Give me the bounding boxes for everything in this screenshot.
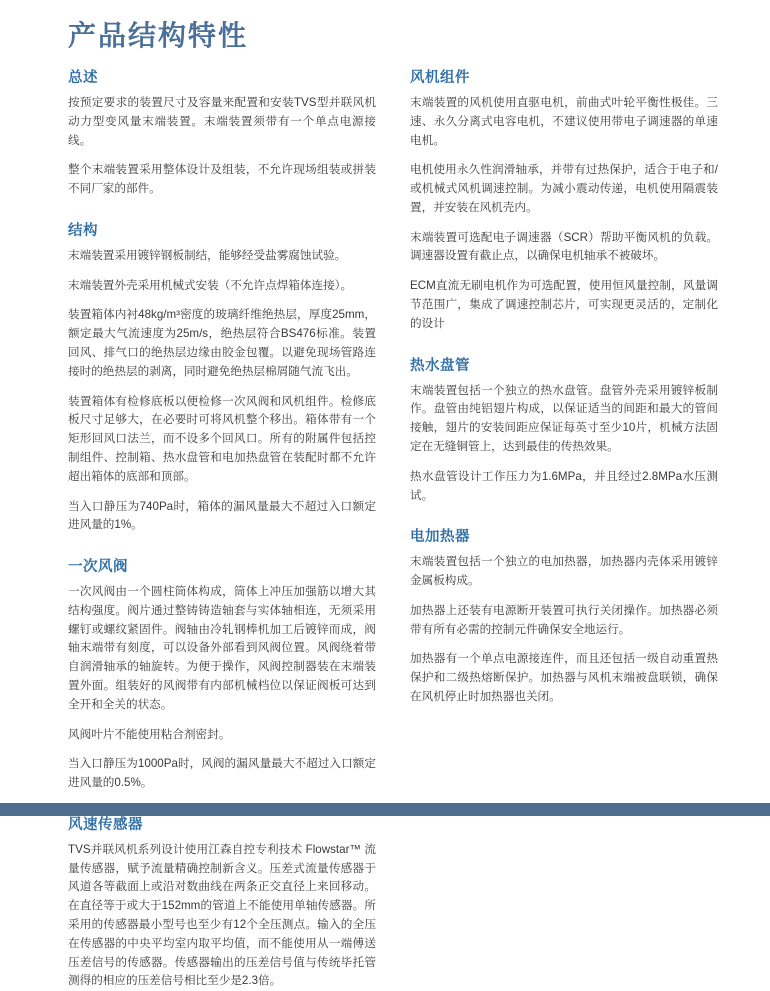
- paragraph: 末端装置包括一个独立的电加热器，加热器内壳体采用镀锌金属板构成。: [410, 555, 718, 588]
- paragraph: 风阀叶片不能使用粘合剂密封。: [68, 727, 231, 741]
- paragraph: 末端装置包括一个独立的热水盘管。盘管外壳采用镀锌板制作。盘管由纯铝翅片构成，以保证适当的间距和最大的管间接触，翅片的安装间距应保证每英寸至少10片，机械方法固定在无缝铜管上，达到最佳的传热效果。: [410, 383, 718, 453]
- paragraph: 装置箱体内衬48kg/m³密度的玻璃纤维绝热层，厚度25mm，额定最大气流速度为25m/s，绝热层符合BS476标准。装置回风、排气口的绝热层边缘由胶金包覆。以避免现场管路连接时的绝热层的剥离，同时避免绝热层棉屑随气流飞出。: [68, 308, 376, 378]
- paragraph: 当入口静压为740Pa时，箱体的漏风量最大不超过入口额定进风量的1%。: [68, 499, 376, 532]
- paragraph: 整个末端装置采用整体设计及组装，不允许现场组装或拼装不同厂家的部件。: [68, 163, 376, 196]
- paragraph: 一次风阀由一个圆柱筒体构成，筒体上冲压加强筋以增大其结构强度。阀片通过整铸铸造轴套与实体轴相连，无须采用螺钉或螺纹紧固件。阀轴由冷轧钢棒机加工后镀锌而成，阀轴末端带有刻度，可以设备外部看到风阀位置。风阀绕着带自润滑轴承的轴旋转。为便于操作，风阀控制器装在末端装置外面。组装好的风阀带有内部机械档位以保证阀板可达到全开和全关的状态。: [68, 585, 376, 711]
- page-title: 产品结构特性: [68, 20, 249, 51]
- paragraph: TVS并联风机系列设计使用江森自控专利技术 Flowstar™ 流量传感器，赋予流量精确控制新含义。压差式流量传感器于风道各等截面上或沿对数曲线在两条正交直径上来回移动。在直径等于或大于152mm的管道上不能使用单轴传感器。所采用的传感器最小型号也至少有12个全压测点。输入的全压在传感器的中央平均室内取平均值，而不能使用从一端傅送压差信号的传感器。传感器输出的压差信号值与传统毕托管测得的相应的压差信号相比至少是2.3倍。: [68, 842, 376, 988]
- paragraph: 加热器有一个单点电源接连件，而且还包括一级自动重置热保护和二级热熔断保护。加热器与风机末端被盘联锁，确保在风机停止时加热器也关闭。: [410, 652, 718, 703]
- section-heading-primary-damper: 一次风阀: [68, 559, 128, 576]
- paragraph: 末端装置可选配电子调速器（SCR）帮助平衡风机的负载。调速器设置有截止点，以确保电机轴承不被破坏。: [410, 230, 718, 263]
- paragraph: ECM直流无刷电机作为可选配置，使用恒风量控制，风量调节范围广，集成了调速控制芯片，可实现更灵活的，定制化的设计: [410, 279, 718, 330]
- section-heading-structure: 结构: [68, 222, 98, 239]
- section-heading-summary: 总述: [68, 70, 98, 86]
- paragraph: 末端装置的风机使用直驱电机，前曲式叶轮平衡性极佳。三速、永久分离式电容电机，不建议使用带电子调速器的单速电机。: [410, 96, 718, 147]
- paragraph: 加热器上还装有电源断开装置可执行关闭操作。加热器必须带有所有必需的控制元件确保安全地运行。: [410, 603, 718, 636]
- content-columns: [68, 66, 718, 991]
- paragraph: 热水盘管设计工作压力为1.6MPa，并且经过2.8MPa水压测试。: [410, 469, 718, 502]
- paragraph: 按预定要求的装置尺寸及容量来配置和安装TVS型并联风机动力型变风量末端装置。末端装置须带有一个单点电源接线。: [68, 96, 376, 147]
- footer-bar: [0, 803, 770, 816]
- section-heading-fan-assembly: 风机组件: [410, 70, 470, 86]
- right-column: [410, 66, 718, 991]
- left-column: [68, 66, 376, 991]
- section-heading-electric-heater: 电加热器: [410, 529, 470, 546]
- section-heading-hot-water-coil: 热水盘管: [410, 357, 470, 374]
- paragraph: 末端装置外壳采用机械式安装（不允许点焊箱体连接）。: [68, 278, 353, 292]
- paragraph: 装置箱体有检修底板以便检修一次风阀和风机组件。检修底板尺寸足够大，在必要时可将风机整个移出。箱体带有一个矩形回风口法兰，而不设多个回风口。所有的附属件包括控制组件、控制箱、热水盘管和电加热盘管在装配时都不允许超出箱体的底部和顶部。: [68, 394, 376, 483]
- paragraph: 末端装置采用镀锌钢板制结，能够经受盐雾腐蚀试验。: [68, 248, 347, 262]
- paragraph: 电机使用永久性润滑轴承，并带有过热保护，适合于电子和/或机械式风机调速控制。为减小震动传递，电机使用隔震装置，并安装在风机壳内。: [410, 163, 718, 214]
- section-heading-airflow-sensor: 风速传感器: [68, 816, 143, 833]
- paragraph: 当入口静压为1000Pa时，风阀的漏风量最大不超过入口额定进风量的0.5%。: [68, 757, 376, 790]
